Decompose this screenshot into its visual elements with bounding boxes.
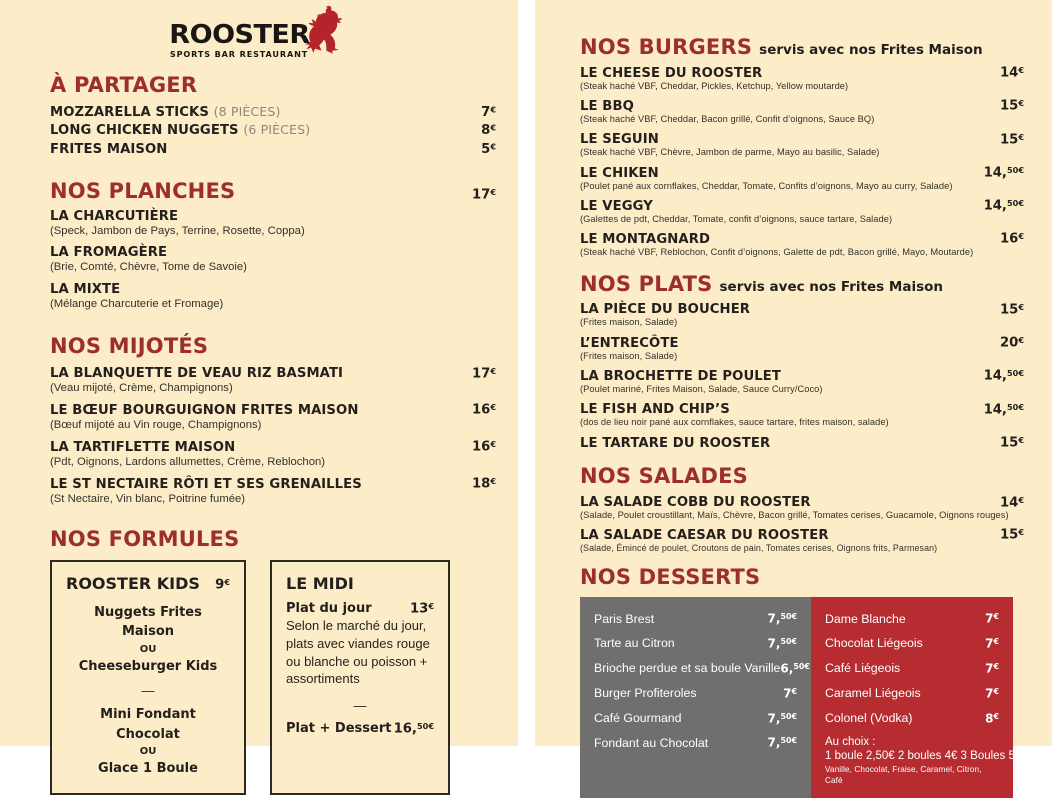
- section-title-a-partager: À PARTAGER: [50, 73, 198, 97]
- currency-symbol: €: [791, 637, 797, 647]
- currency-symbol: €: [791, 711, 797, 721]
- choice-scoops: 1 boule 2,50€ 2 boules 4€ 3 Boules 5€: [825, 750, 1022, 763]
- item-name: LA CHARCUTIÈRE: [50, 209, 179, 225]
- dessert-price: [768, 712, 797, 726]
- menu-item: [580, 132, 1024, 159]
- item-description: (Veau mijoté, Crème, Champignons): [50, 382, 233, 395]
- menu-item: [580, 495, 1024, 522]
- price-value: 14: [999, 495, 1019, 511]
- price-value: 7: [985, 686, 994, 701]
- item-name: LE CHEESE DU ROOSTER: [580, 65, 763, 81]
- menu-item: [50, 476, 496, 506]
- currency-symbol: €: [1018, 164, 1024, 175]
- item-name: [50, 122, 310, 139]
- price-cents: 50: [1006, 368, 1019, 379]
- dessert-price: [985, 712, 999, 726]
- currency-symbol: €: [1018, 301, 1024, 312]
- dessert-price: [780, 662, 809, 676]
- dessert-row: [592, 631, 799, 656]
- section-title-nos-burgers: NOS BURGERS: [580, 35, 753, 59]
- price-value: 7: [985, 636, 994, 651]
- currency-symbol: €: [1018, 434, 1024, 445]
- formula-divider: —: [353, 697, 367, 713]
- price-value: 14,: [983, 198, 1007, 214]
- item-name: LA SALADE CAESAR DU ROOSTER: [580, 527, 829, 543]
- item-description: (Frites maison, Salade): [580, 350, 678, 361]
- currency-symbol: €: [1018, 131, 1024, 142]
- item-price: [472, 366, 496, 382]
- menu-item: [50, 402, 496, 432]
- dessert-price: [768, 637, 797, 651]
- price-value: 9: [215, 577, 225, 593]
- dessert-row: [592, 681, 799, 706]
- menu-item: [580, 335, 1024, 362]
- menu-item: [580, 198, 1024, 225]
- price-value: 6,: [780, 661, 794, 676]
- item-name: LA PIÈCE DU BOUCHER: [580, 302, 751, 318]
- price-value: 15: [999, 302, 1019, 318]
- section-nos-plats: [580, 273, 1024, 451]
- item-description: (Salade, Émincé de poulet, Croutons de pain, Tomates cerises, Oignons frits, Parmesan): [580, 542, 938, 553]
- formula-line: Nuggets Frites Maison: [94, 604, 202, 640]
- dessert-name: Paris Brest: [594, 611, 655, 626]
- currency-symbol: €: [490, 365, 496, 376]
- menu-item: [50, 141, 496, 158]
- formula-line: Mini Fondant Chocolat: [100, 707, 196, 742]
- price-value: 7: [783, 686, 792, 701]
- dessert-name: Dame Blanche: [825, 611, 906, 626]
- price-value: 5: [481, 141, 491, 157]
- currency-symbol: €: [791, 736, 797, 746]
- currency-symbol: €: [1018, 98, 1024, 109]
- currency-symbol: €: [490, 439, 496, 450]
- item-price: [1000, 132, 1024, 148]
- item-price: [984, 368, 1024, 384]
- currency-symbol: €: [1018, 401, 1024, 412]
- formula-or: OU: [139, 746, 157, 758]
- menu-page-left: [0, 0, 518, 777]
- item-quantity: (8 PIÈCES): [213, 104, 281, 119]
- currency-symbol: €: [791, 686, 797, 696]
- item-price: [472, 439, 496, 455]
- item-price: [481, 122, 496, 139]
- currency-symbol: €: [490, 141, 496, 152]
- section-subtitle: servis avec nos Frites Maison: [719, 278, 943, 295]
- dessert-price: [768, 612, 797, 626]
- item-name: LE VEGGY: [580, 198, 653, 214]
- item-description: (Speck, Jambon de Pays, Terrine, Rosette, Coppa): [50, 225, 305, 238]
- currency-symbol: €: [1018, 65, 1024, 76]
- currency-symbol: €: [993, 661, 999, 671]
- currency-symbol: €: [224, 577, 230, 588]
- menu-item: [50, 122, 496, 139]
- dessert-price: [985, 662, 999, 676]
- item-label: MOZZARELLA STICKS: [50, 105, 209, 120]
- item-name: LA SALADE COBB DU ROOSTER: [580, 495, 811, 511]
- item-name: [50, 141, 167, 158]
- price-cents: 50: [1006, 401, 1019, 412]
- dessert-name: Fondant au Chocolat: [594, 735, 709, 750]
- dessert-price: [985, 612, 999, 626]
- section-nos-desserts: [580, 566, 1024, 798]
- item-description: (St Nectaire, Vin blanc, Poitrine fumée): [50, 492, 246, 505]
- dessert-name: Café Gourmand: [594, 710, 682, 725]
- item-name: LA FROMAGÈRE: [50, 245, 168, 261]
- price-value: 14: [999, 65, 1019, 81]
- dessert-row: [823, 706, 1001, 731]
- currency-symbol: €: [1018, 526, 1024, 537]
- dessert-price: [768, 736, 797, 750]
- menu-item: [580, 231, 1024, 258]
- price-value: 7,: [767, 735, 781, 750]
- menu-item: [580, 402, 1024, 429]
- price-value: 7,: [767, 710, 781, 725]
- item-label: FRITES MAISON: [50, 141, 168, 157]
- section-nos-burgers: [580, 36, 1024, 259]
- item-price: [1000, 65, 1024, 81]
- item-price: [1000, 527, 1024, 543]
- currency-symbol: €: [791, 612, 797, 622]
- dessert-panel-gray: [580, 597, 811, 798]
- menu-item: [50, 104, 496, 121]
- dessert-row: [592, 731, 799, 756]
- item-name: LE BŒUF BOURGUIGNON FRITES MAISON: [50, 403, 359, 419]
- price-value: 8: [985, 710, 994, 725]
- item-name: LE BBQ: [580, 99, 634, 114]
- item-price: [1000, 495, 1024, 511]
- price-value: 16: [999, 232, 1019, 248]
- currency-symbol: €: [490, 402, 496, 413]
- dessert-name: Tarte au Citron: [594, 636, 675, 651]
- menu-item: [50, 366, 496, 396]
- section-title-nos-plats: NOS PLATS: [580, 271, 713, 296]
- dessert-name: Burger Profiteroles: [594, 686, 697, 701]
- item-name: LA TARTIFLETTE MAISON: [50, 439, 236, 455]
- section-nos-mijotes: [50, 335, 496, 506]
- section-a-partager: [50, 74, 496, 158]
- item-price: [1000, 435, 1024, 451]
- formula-description: Selon le marché du jour, plats avec viandes rouge ou blanche ou poisson + assortiments: [286, 618, 430, 687]
- section-title-nos-planches: NOS PLANCHES: [50, 179, 236, 204]
- dessert-row: [592, 607, 799, 632]
- item-description: (Frites maison, Salade): [580, 317, 678, 328]
- item-description: (Galettes de pdt, Cheddar, Tomate, confit d’oignons, sauce tartare, Salade): [580, 213, 893, 224]
- item-name: LA MIXTE: [50, 281, 121, 297]
- price-value: 8: [481, 123, 491, 139]
- item-description: (Mélange Charcuterie et Fromage): [50, 297, 224, 310]
- page-gutter: [518, 0, 535, 746]
- currency-symbol: €: [993, 612, 999, 622]
- item-description: (dos de lieu noir pané aux cornflakes, sauce tartare, frites maison, salade): [580, 417, 889, 428]
- dessert-row: [592, 706, 799, 731]
- currency-symbol: €: [1018, 198, 1024, 209]
- price-value: 7: [985, 611, 994, 626]
- dessert-row: [823, 607, 1001, 632]
- price-value: 20: [999, 335, 1019, 351]
- restaurant-logo: [0, 0, 518, 58]
- menu-item: [580, 435, 1024, 451]
- dessert-row: [823, 656, 1001, 681]
- section-nos-formules: [50, 528, 496, 795]
- currency-symbol: €: [490, 122, 496, 133]
- item-name: LA BLANQUETTE DE VEAU RIZ BASMATI: [50, 366, 344, 382]
- price-value: 15: [999, 435, 1019, 451]
- formula-combo-label: Plat + Dessert: [286, 721, 392, 737]
- choice-title: Au choix :: [825, 735, 876, 748]
- formula-plat-price: [410, 601, 434, 617]
- item-description: (Salade, Poulet croustillant, Maïs, Chèvre, Bacon grillé, Tomates cerises, Guacamole, Oignons rouges): [580, 510, 1009, 521]
- section-title-nos-desserts: NOS DESSERTS: [580, 564, 761, 589]
- price-cents: 50: [780, 637, 792, 647]
- section-nos-salades: [580, 465, 1024, 554]
- price-value: 16,: [393, 721, 417, 737]
- currency-symbol: €: [490, 186, 496, 197]
- item-name: L’ENTRECÔTE: [580, 335, 679, 351]
- price-value: 15: [999, 527, 1019, 543]
- currency-symbol: €: [993, 637, 999, 647]
- price-cents: 50: [1006, 198, 1019, 209]
- price-value: 14,: [983, 402, 1007, 418]
- formula-title: ROOSTER KIDS: [66, 573, 200, 593]
- price-cents: 50: [793, 661, 805, 671]
- item-description: (Steak haché VBF, Chèvre, Jambon de parme, Mayo au basilic, Salade): [580, 147, 880, 158]
- price-value: 14,: [983, 369, 1007, 385]
- item-price: [1000, 335, 1024, 351]
- dessert-price: [985, 637, 999, 651]
- section-subtitle: servis avec nos Frites Maison: [759, 42, 983, 58]
- price-value: 14,: [983, 165, 1007, 181]
- menu-item: [580, 98, 1024, 125]
- price-value: 18: [471, 476, 491, 492]
- ice-cream-choice-block: [823, 731, 1022, 786]
- currency-symbol: €: [1018, 368, 1024, 379]
- formula-line: Glace 1 Boule: [98, 761, 198, 777]
- dessert-name: Caramel Liégeois: [825, 686, 921, 701]
- logo-tagline: SPORTS BAR RESTAURANT: [169, 50, 309, 59]
- logo-wordmark: ROOSTER: [168, 20, 310, 50]
- dessert-panel-red: [811, 597, 1022, 798]
- item-price: [472, 476, 496, 492]
- item-name: LA BROCHETTE DE POULET: [580, 369, 781, 385]
- item-name: LE CHIKEN: [580, 165, 659, 181]
- item-description: (Steak haché VBF, Cheddar, Bacon grillé, Confit d’oignons, Sauce BQ): [580, 114, 875, 124]
- currency-symbol: €: [428, 600, 434, 611]
- menu-item: [50, 209, 496, 238]
- item-price: [1000, 231, 1024, 247]
- item-price: [984, 198, 1024, 214]
- price-cents: 50: [780, 711, 792, 721]
- currency-symbol: €: [1018, 335, 1024, 346]
- dessert-name: Café Liégeois: [825, 661, 901, 676]
- item-price: [984, 402, 1024, 418]
- menu-item: [580, 527, 1024, 554]
- formula-price: [215, 577, 230, 593]
- price-cents: 50: [1006, 164, 1019, 175]
- dessert-row: [592, 656, 810, 681]
- item-name: LE TARTARE DU ROOSTER: [580, 435, 771, 451]
- item-name: LE FISH AND CHIP’S: [580, 402, 730, 418]
- menu-item: [580, 65, 1024, 92]
- item-description: (Poulet pané aux cornflakes, Cheddar, Tomate, Confits d’oignons, Mayo au curry, Salade): [580, 180, 953, 191]
- menu-item: [580, 368, 1024, 395]
- price-value: 7,: [767, 636, 781, 651]
- dessert-row: [823, 631, 1001, 656]
- item-name: LE MONTAGNARD: [580, 232, 711, 248]
- menu-page-right: [535, 0, 1052, 785]
- menu-item: [580, 165, 1024, 192]
- item-name: LE ST NECTAIRE RÔTI ET SES GRENAILLES: [50, 476, 362, 492]
- menu-item: [50, 282, 496, 311]
- price-value: 16: [471, 439, 491, 455]
- dessert-name: Brioche perdue et sa boule Vanille: [594, 661, 781, 676]
- section-title-nos-salades: NOS SALADES: [580, 463, 748, 488]
- menu-item: [580, 302, 1024, 329]
- dessert-price: [985, 687, 999, 701]
- price-value: 7: [481, 105, 491, 120]
- price-value: 17: [471, 366, 491, 382]
- price-value: 7: [985, 661, 994, 676]
- formula-line: Cheeseburger Kids: [78, 658, 218, 674]
- price-value: 7,: [767, 611, 781, 626]
- item-description: (Steak haché VBF, Reblochon, Confit d’oignons, Galette de pdt, Bacon grillé, Mayo, Moutarde): [580, 247, 974, 258]
- price-value: 16: [471, 403, 491, 419]
- section-nos-planches: [50, 180, 496, 310]
- section-title-nos-formules: NOS FORMULES: [50, 526, 240, 551]
- item-price: [472, 402, 496, 418]
- formula-plat-label: Plat du jour: [286, 601, 372, 617]
- item-price: [481, 104, 496, 121]
- item-label: LONG CHICKEN NUGGETS: [50, 123, 239, 139]
- item-name: [50, 104, 281, 121]
- price-cents: 50: [416, 720, 429, 731]
- item-description: (Poulet mariné, Frites Maison, Salade, Sauce Curry/Coco): [580, 384, 823, 395]
- dessert-row: [823, 681, 1001, 706]
- formula-card-rooster-kids: [50, 560, 246, 795]
- currency-symbol: €: [490, 104, 496, 115]
- dessert-price: [783, 687, 797, 701]
- menu-item: [50, 245, 496, 274]
- item-price: [481, 141, 496, 158]
- formula-or: OU: [139, 643, 157, 655]
- section-title-nos-mijotes: NOS MIJOTÉS: [50, 333, 209, 358]
- item-description: (Brie, Comté, Chèvre, Tome de Savoie): [50, 261, 247, 274]
- currency-symbol: €: [804, 661, 810, 671]
- currency-symbol: €: [428, 720, 434, 731]
- currency-symbol: €: [1018, 494, 1024, 505]
- currency-symbol: €: [993, 711, 999, 721]
- item-description: (Steak haché VBF, Cheddar, Pickles, Ketchup, Yellow moutarde): [580, 80, 849, 91]
- item-quantity: (6 PIÈCES): [243, 122, 311, 138]
- section-price: [472, 187, 496, 203]
- item-description: (Pdt, Oignons, Lardons allumettes, Crème, Reblochon): [50, 455, 326, 468]
- formula-card-le-midi: [270, 560, 450, 795]
- dessert-name: Chocolat Liégeois: [825, 636, 923, 651]
- menu-item: [50, 439, 496, 469]
- currency-symbol: €: [993, 686, 999, 696]
- choice-flavors: Vanille, Chocolat, Fraise, Caramel, Citron, Café: [825, 765, 982, 785]
- item-name: LE SEGUIN: [580, 132, 659, 148]
- formula-title: LE MIDI: [286, 573, 354, 593]
- formula-combo-price: [394, 721, 434, 737]
- price-value: 15: [999, 99, 1019, 114]
- item-description: (Bœuf mijoté au Vin rouge, Champignons): [50, 419, 262, 432]
- price-value: 17: [471, 187, 491, 203]
- currency-symbol: €: [490, 475, 496, 486]
- dessert-name: Colonel (Vodka): [825, 710, 913, 725]
- item-price: [1000, 98, 1024, 114]
- price-value: 13: [409, 601, 429, 617]
- formula-divider: —: [141, 683, 155, 699]
- item-price: [1000, 302, 1024, 318]
- price-cents: 50: [780, 612, 792, 622]
- price-cents: 50: [780, 736, 792, 746]
- item-price: [984, 165, 1024, 181]
- currency-symbol: €: [1018, 231, 1024, 242]
- price-value: 15: [999, 132, 1019, 148]
